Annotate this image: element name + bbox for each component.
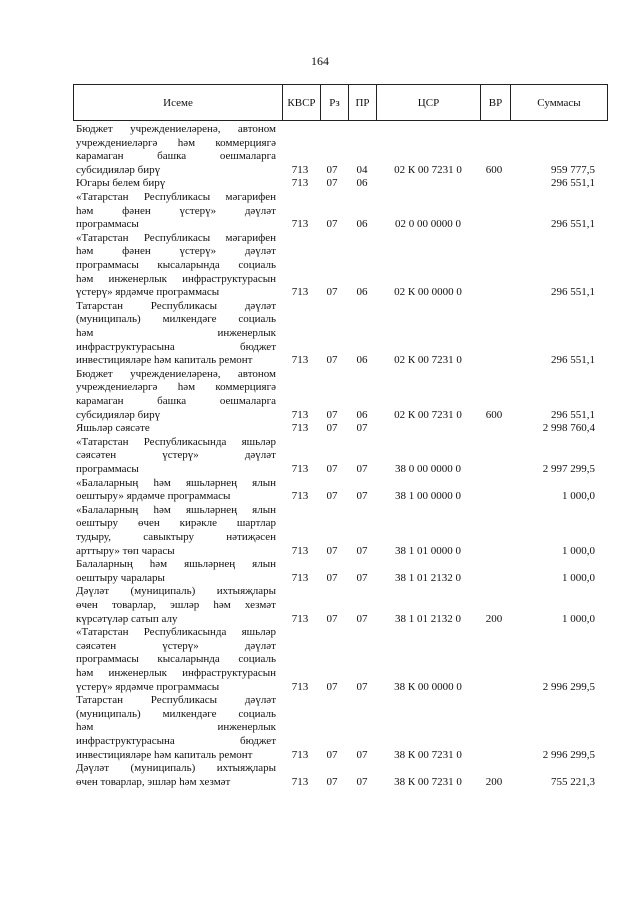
table-body [0, 123, 640, 789]
row-vr: 200 [485, 612, 503, 625]
row-pr: 07 [356, 680, 368, 693]
row-name-line: «Татарстан Республикасы мәгарифен [76, 190, 276, 203]
row-rz: 07 [326, 544, 338, 557]
row-vr: 200 [485, 775, 503, 788]
table-row [0, 232, 640, 300]
row-kvsr: 713 [291, 775, 309, 788]
row-pr: 07 [356, 571, 368, 584]
row-rz: 07 [326, 422, 338, 435]
row-csr: 38 К 00 7231 0 [394, 775, 462, 788]
header-vr: ВР [481, 85, 511, 121]
row-name-line: «Балаларның һәм яшьләрнең ялын [76, 503, 276, 516]
row-name-line: Дәүләт (муниципаль) ихтыяҗлары [76, 585, 276, 598]
header-csr: ЦСР [377, 85, 481, 121]
row-name [76, 558, 276, 585]
row-csr: 02 К 00 0000 0 [394, 286, 462, 299]
row-rz: 07 [326, 354, 338, 367]
row-csr: 38 1 01 0000 0 [395, 544, 461, 557]
row-name-line: Балаларның һәм яшьләрнең ялын [76, 558, 276, 571]
row-sum: 1 000,0 [562, 571, 595, 584]
table-row [0, 626, 640, 694]
row-name [76, 585, 276, 626]
header-rz: Рз [321, 85, 349, 121]
row-pr: 07 [356, 490, 368, 503]
row-pr: 07 [356, 775, 368, 788]
row-name [76, 368, 276, 422]
row-name-line: «Татарстан Республикасында яшьләр [76, 626, 276, 639]
row-rz: 07 [326, 218, 338, 231]
row-sum: 2 996 299,5 [542, 748, 595, 761]
row-pr: 06 [356, 286, 368, 299]
table-row [0, 504, 640, 558]
row-sum: 2 998 760,4 [542, 422, 595, 435]
table-row [0, 300, 640, 368]
row-name [76, 123, 276, 177]
row-name-line: учреждениеләргә һәм коммерциягә [76, 136, 276, 149]
row-name [76, 191, 276, 232]
table-row [0, 177, 640, 191]
table-row [0, 436, 640, 477]
row-name-line: үстерү» ярдәмче программасы [76, 286, 220, 299]
row-name-line: инфраструктурасына бюджет [76, 734, 276, 747]
row-name [76, 422, 276, 436]
row-name-line: Яшьләр сәясәте [76, 422, 150, 435]
row-rz: 07 [326, 490, 338, 503]
row-pr: 06 [356, 408, 368, 421]
row-kvsr: 713 [291, 177, 309, 190]
row-name-line: һәм инженерлык инфраструктурасын [76, 272, 276, 285]
table-row [0, 191, 640, 232]
row-rz: 07 [326, 748, 338, 761]
row-rz: 07 [326, 571, 338, 584]
row-name-line: оештыру» ярдәмче программасы [76, 490, 231, 503]
row-pr: 06 [356, 177, 368, 190]
row-sum: 959 777,5 [551, 163, 595, 176]
row-pr: 04 [356, 163, 368, 176]
row-rz: 07 [326, 163, 338, 176]
row-rz: 07 [326, 612, 338, 625]
row-sum: 755 221,3 [551, 775, 595, 788]
table-row [0, 762, 640, 789]
row-name-line: программасы кысаларында социаль [76, 258, 276, 271]
row-rz: 07 [326, 462, 338, 475]
row-name-line: карамаган башка оешмаларга [76, 150, 276, 163]
row-name-line: Бюджет учреждениеләренә, автоном [76, 367, 276, 380]
row-pr: 07 [356, 462, 368, 475]
row-name [76, 300, 276, 368]
row-name-line: карамаган башка оешмаларга [76, 394, 276, 407]
row-kvsr: 713 [291, 490, 309, 503]
row-csr: 38 1 01 2132 0 [395, 612, 461, 625]
row-name [76, 177, 276, 191]
row-name [76, 762, 276, 789]
row-name [76, 436, 276, 477]
row-name [76, 694, 276, 762]
row-name-line: һәм инженерлык [76, 721, 276, 734]
row-name-line: арттыру» төп чарасы [76, 544, 175, 557]
row-sum: 296 551,1 [551, 177, 595, 190]
table-header [73, 84, 608, 121]
row-pr: 07 [356, 422, 368, 435]
row-name-line: субсидияләр бирү [76, 408, 161, 421]
row-csr: 02 К 00 7231 0 [394, 354, 462, 367]
row-name-line: һәм фәнен үстерү» дәүләт [76, 245, 276, 258]
row-name [76, 232, 276, 300]
header-sum: Суммасы [511, 85, 608, 121]
row-csr: 02 0 00 0000 0 [395, 218, 461, 231]
row-name-line: үстерү» ярдәмче программасы [76, 680, 220, 693]
row-name-line: (муниципаль) милкендәге социаль [76, 313, 276, 326]
row-csr: 38 0 00 0000 0 [395, 462, 461, 475]
row-kvsr: 713 [291, 680, 309, 693]
row-rz: 07 [326, 680, 338, 693]
row-name-line: һәм фәнен үстерү» дәүләт [76, 204, 276, 217]
row-kvsr: 713 [291, 422, 309, 435]
row-name-line: оештыру өчен кирәкле шартлар [76, 517, 276, 530]
row-name-line: программасы [76, 218, 139, 231]
row-name-line: «Балаларның һәм яшьләрнең ялын [76, 476, 276, 489]
row-name-line: оештыру чаралары [76, 571, 165, 584]
row-rz: 07 [326, 177, 338, 190]
row-sum: 1 000,0 [562, 490, 595, 503]
table-row [0, 123, 640, 177]
row-csr: 02 К 00 7231 0 [394, 408, 462, 421]
row-sum: 296 551,1 [551, 354, 595, 367]
row-name-line: «Татарстан Республикасында яшьләр [76, 435, 276, 448]
row-pr: 06 [356, 218, 368, 231]
row-name-line: һәм инженерлык инфраструктурасын [76, 666, 276, 679]
row-sum: 296 551,1 [551, 408, 595, 421]
row-name-line: һәм инженерлык [76, 326, 276, 339]
row-pr: 06 [356, 354, 368, 367]
table-row [0, 558, 640, 585]
header-kvsr: КВСР [283, 85, 321, 121]
row-kvsr: 713 [291, 612, 309, 625]
row-name-line: «Татарстан Республикасы мәгарифен [76, 231, 276, 244]
row-name-line: күрсәтүләр сатып алу [76, 612, 178, 625]
row-kvsr: 713 [291, 163, 309, 176]
row-kvsr: 713 [291, 218, 309, 231]
table-row [0, 694, 640, 762]
row-name-line: программасы кысаларында социаль [76, 653, 276, 666]
row-sum: 1 000,0 [562, 544, 595, 557]
row-name [76, 626, 276, 694]
row-name-line: инвестицияләре һәм капиталь ремонт [76, 748, 253, 761]
row-csr: 38 1 00 0000 0 [395, 490, 461, 503]
row-vr: 600 [485, 163, 503, 176]
row-csr: 02 К 00 7231 0 [394, 163, 462, 176]
row-pr: 07 [356, 612, 368, 625]
row-name [76, 504, 276, 558]
header-pr: ПР [349, 85, 377, 121]
row-pr: 07 [356, 748, 368, 761]
table-row [0, 585, 640, 626]
row-csr: 38 К 00 7231 0 [394, 748, 462, 761]
row-name-line: Югары белем бирү [76, 177, 166, 190]
row-name-line: тудыру, савыктыру нәтиҗәсен [76, 530, 276, 543]
row-sum: 296 551,1 [551, 286, 595, 299]
row-name-line: өчен товарлар, эшләр һәм хезмәт [76, 775, 231, 788]
row-pr: 07 [356, 544, 368, 557]
row-rz: 07 [326, 286, 338, 299]
row-sum: 2 997 299,5 [542, 462, 595, 475]
row-rz: 07 [326, 408, 338, 421]
row-name-line: өчен товарлар, эшләр һәм хезмәт [76, 598, 276, 611]
row-name-line: инфраструктурасына бюджет [76, 340, 276, 353]
row-sum: 296 551,1 [551, 218, 595, 231]
row-name-line: сәясәтен үстерү» дәүләт [76, 449, 276, 462]
row-name-line: Дәүләт (муниципаль) ихтыяҗлары [76, 762, 276, 775]
row-name-line: инвестицияләре һәм капиталь ремонт [76, 354, 253, 367]
row-kvsr: 713 [291, 544, 309, 557]
row-rz: 07 [326, 775, 338, 788]
row-kvsr: 713 [291, 408, 309, 421]
row-kvsr: 713 [291, 354, 309, 367]
row-name-line: Бюджет учреждениеләренә, автоном [76, 123, 276, 135]
row-name-line: (муниципаль) милкендәге социаль [76, 707, 276, 720]
row-name-line: Татарстан Республикасы дәүләт [76, 694, 276, 707]
header-name: Исеме [74, 85, 283, 121]
row-name-line: субсидияләр бирү [76, 163, 161, 176]
row-kvsr: 713 [291, 462, 309, 475]
row-name-line: учреждениеләргә һәм коммерциягә [76, 381, 276, 394]
row-name-line: Татарстан Республикасы дәүләт [76, 299, 276, 312]
row-sum: 1 000,0 [562, 612, 595, 625]
row-kvsr: 713 [291, 286, 309, 299]
row-kvsr: 713 [291, 571, 309, 584]
row-csr: 38 1 01 2132 0 [395, 571, 461, 584]
row-csr: 38 К 00 0000 0 [394, 680, 462, 693]
row-name-line: программасы [76, 462, 139, 475]
row-name-line: сәясәтен үстерү» дәүләт [76, 639, 276, 652]
row-sum: 2 996 299,5 [542, 680, 595, 693]
table-row [0, 477, 640, 504]
table-row [0, 422, 640, 436]
row-vr: 600 [485, 408, 503, 421]
row-name [76, 477, 276, 504]
page-number: 164 [311, 54, 329, 68]
table-row [0, 368, 640, 422]
row-kvsr: 713 [291, 748, 309, 761]
